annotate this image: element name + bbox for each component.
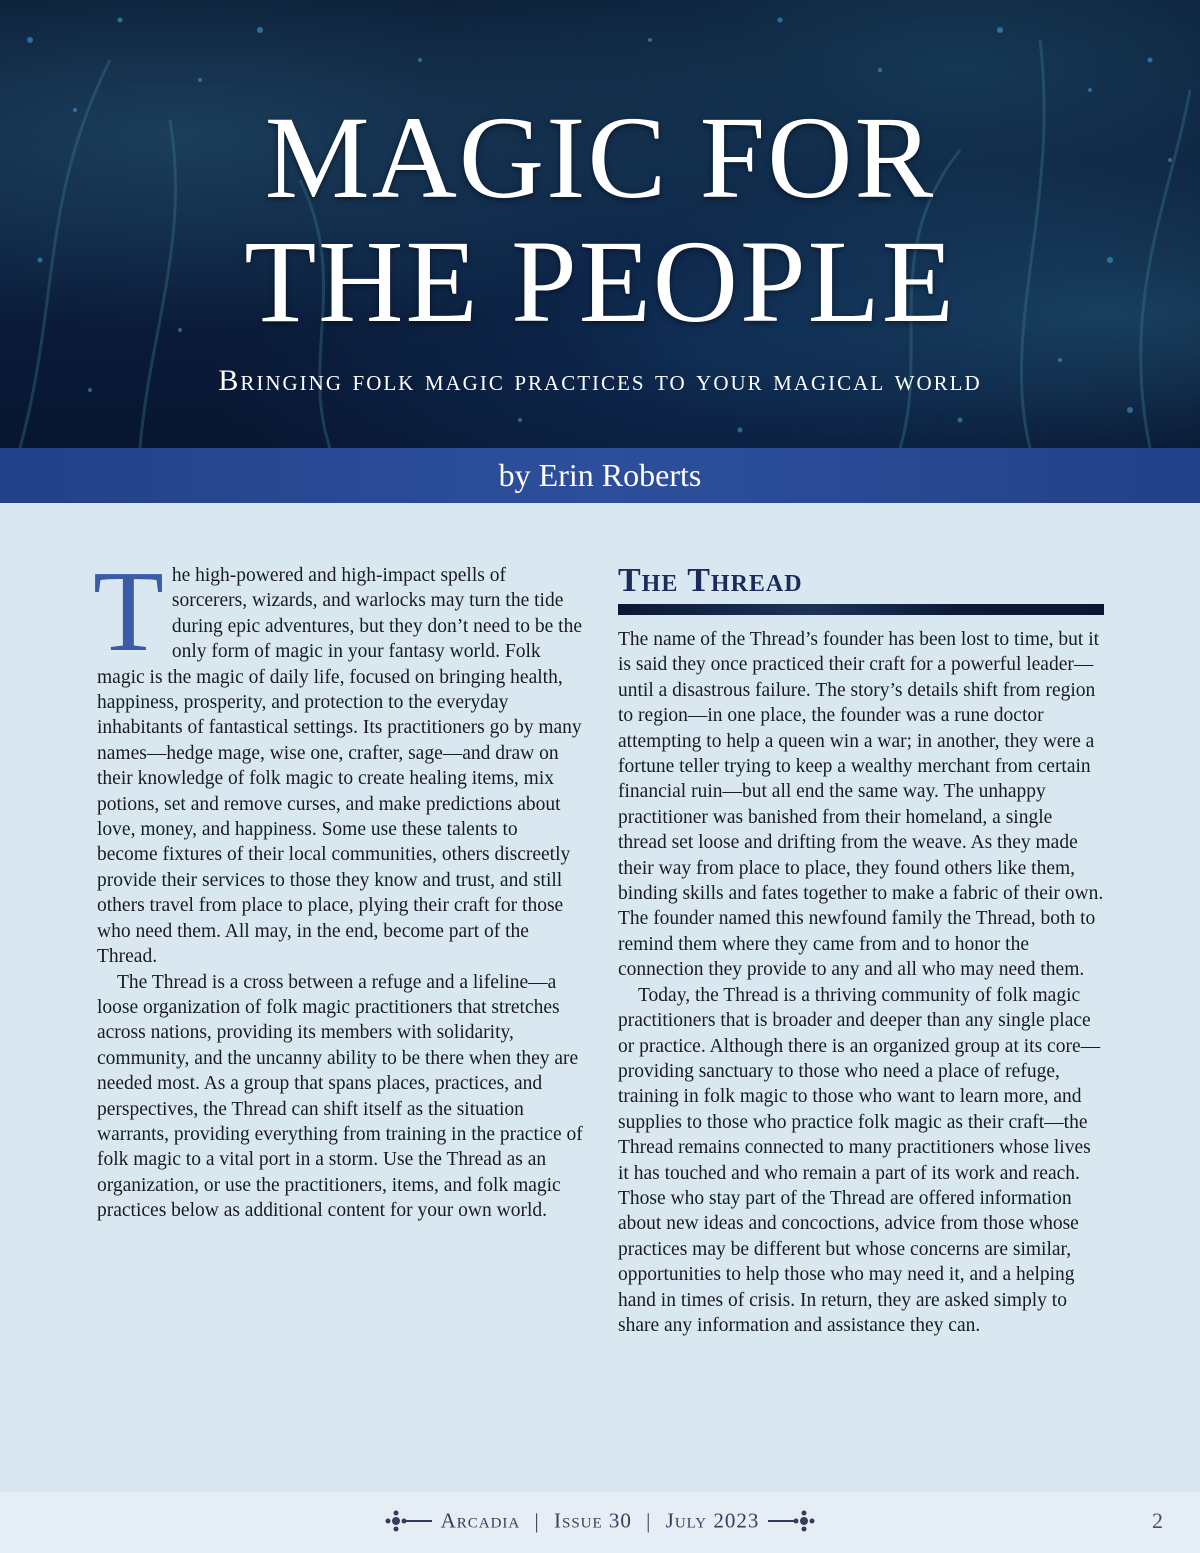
body-paragraph: The name of the Thread’s founder has been lost to time, but it is said they once practiced their craft for a powerful leader—until a disastrous failure. The story’s details shift from region to region—in one place, the founder was a rune doctor attempting to help a queen win a war; in another, they were a fortune teller trying to keep a wealthy merchant from certain financial ruin—but all end the same way. The unhappy practitioner was banished from their homeland, a single thread set loose and drifting from the weave. As they made their way from place to place, they found others like them, binding skills and fates together to make a fabric of their own. The founder named this newfound family the Thread, both to remind them where they came from and to honor the connection they provide to any and all who may need them. [618,629,1104,981]
page-number: 2 [1152,1508,1163,1533]
body-paragraph: Today, the Thread is a thriving community of folk magic practitioners that is broader and deeper than any single place or practice. Although there is an organized group at its core—providing sanctuary to those who need a place of refuge, training in folk magic to those who want to learn more, and supplies to those who practice folk magic as their craft—the Thread remains connected to many practitioners whose lives it has touched and who remain a part of its work and reach. Those who stay part of the Thread are offered information about new ideas and concoctions, advice from those whose practices may be different but whose concerns are similar, opportunities to help those who may need it, and a helping hand in times of crisis. In return, they are asked simply to share any information and assistance they can. [618,984,1101,1336]
footer-date: July 2023 [665,1508,760,1533]
intro-paragraph [93,548,583,970]
flourish-ornament-right-icon [766,1506,818,1536]
footer-separator: | [534,1508,540,1533]
article-title-line-1: MAGIC FOR [264,92,936,223]
footer-issue: Issue 30 [553,1508,632,1533]
byline-bar [0,448,1200,503]
flourish-ornament-left-icon [382,1506,434,1536]
intro-paragraph-text: he high-powered and high-impact spells of sorcerers, wizards, and warlocks may turn the tide during epic adventures, but they don’t need to be the only form of magic in your fantasy world. Folk magic is the magic of daily life, focused on bringing health, happiness, prosperity, and protection to the everyday inhabitants of fantastical settings. Its practitioners go by many names—hedge mage, wise one, crafter, sage—and draw on their knowledge of folk magic to create healing items, mix potions, set and remove curses, and make predictions about love, money, and happiness. Some use these talents to become fixtures of their local communities, others discreetly provide their services to those they know and trust, and still others travel from place to place, plying their craft for those who need them. All may, in the end, become part of the Thread. [97,565,582,968]
byline: by Erin Roberts [498,457,702,493]
body-paragraph: The Thread is a cross between a refuge and a lifeline—a loose organization of folk magic practitioners that stretches across nations, providing its members with solidarity, community, and the uncanny ability to be there when they are needed most. As a group that spans places, practices, and perspectives, the Thread can shift itself as the situation warrants, providing everything from training in the practice of folk magic to a vital port in a storm. Use the Thread as an organization, or use the practitioners, items, and folk magic practices below as additional content for your own world. [97,971,583,1222]
section-heading: The Thread [618,562,803,599]
footer-folio [0,1506,1200,1536]
page-footer [0,1492,1200,1553]
footer-separator: | [646,1508,652,1533]
left-column [93,548,583,1224]
hero-banner [0,0,1200,448]
right-column [618,627,1104,1338]
article-subtitle: Bringing folk magic practices to your magical world [218,364,982,397]
drop-cap: T [93,548,164,676]
heading-underline-rule [618,604,1104,615]
article-title-line-2: THE PEOPLE [244,216,956,347]
footer-magazine-name: Arcadia [440,1508,521,1533]
